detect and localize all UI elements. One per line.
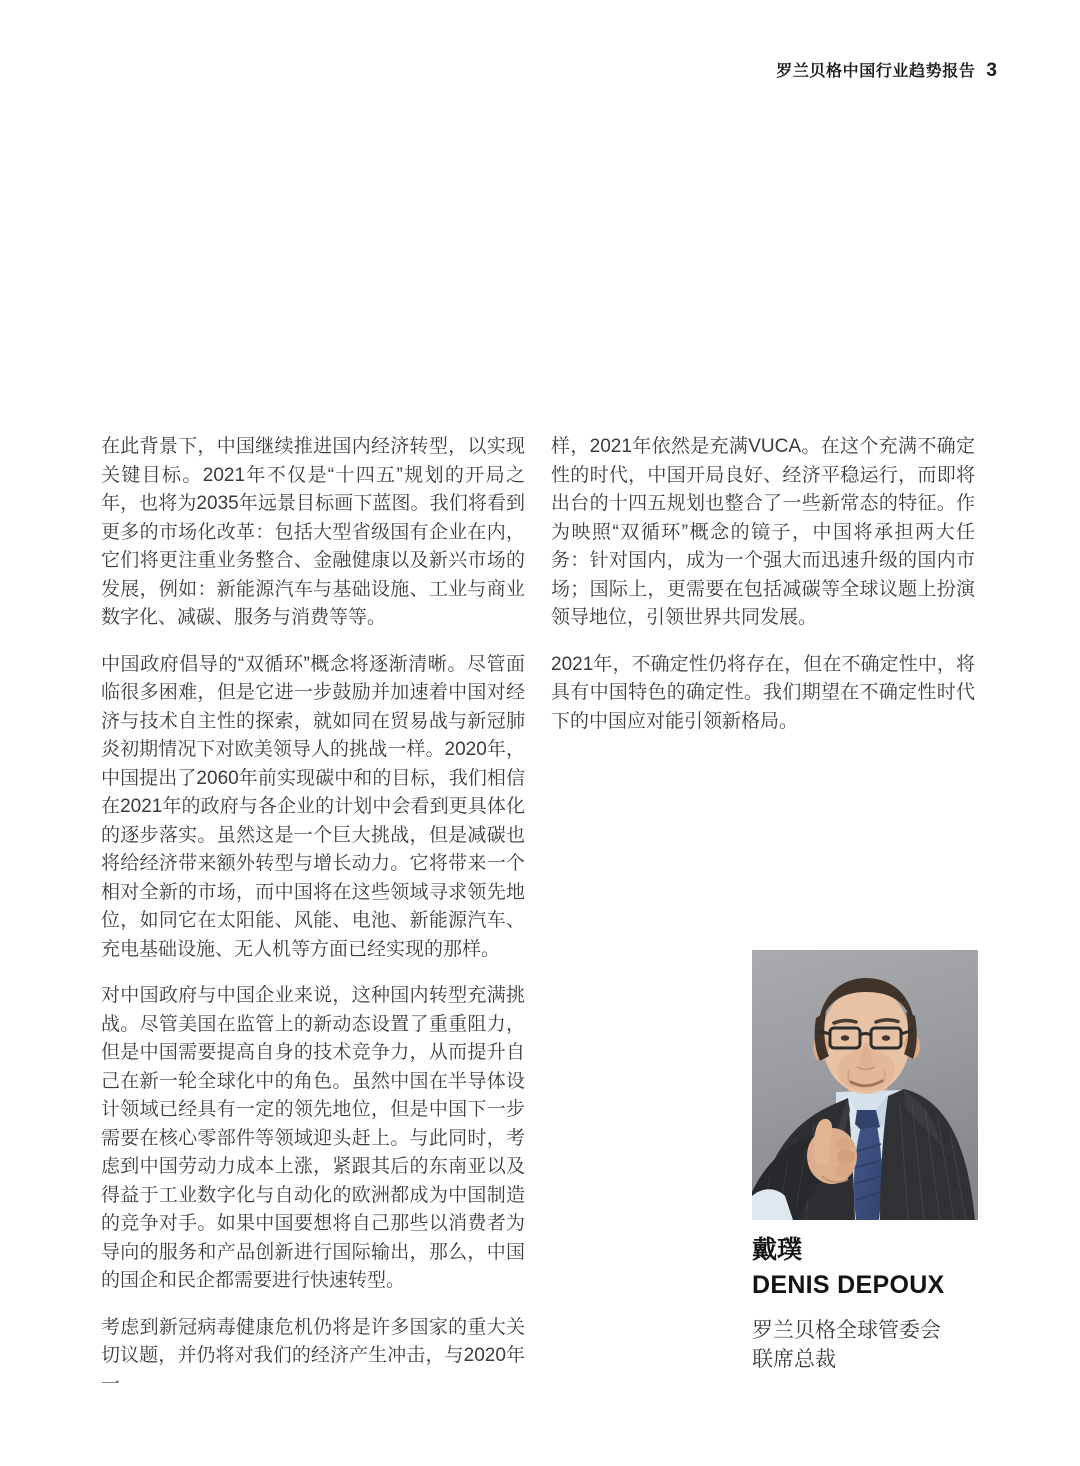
- profile-affiliation: [752, 1316, 978, 1374]
- paragraph-left-3: 对中国政府与中国企业来说，这种国内转型充满挑战。尽管美国在监管上的新动态设置了重重阻力，但是中国需要提高自身的技术竞争力，从而提升自己在新一轮全球化中的角色。虽然中国在半导体设计领域已经具有一定的领先地位，但是中国下一步需要在核心零部件等领域迎头赶上。与此同时，考虑到中国劳动力成本上涨，紧跟其后的东南亚以及得益于工业数字化与自动化的欧洲都成为中国制造的竞争对手。如果中国要想将自己那些以消费者为导向的服务和产品创新进行国际输出，那么，中国的国企和民企都需要进行快速转型。: [101, 985, 525, 1291]
- portrait-photo: [752, 950, 978, 1220]
- report-title: 罗兰贝格中国行业趋势报告: [776, 63, 976, 80]
- profile-title-line2: 联席总裁: [752, 1348, 836, 1371]
- paragraph-right-1: 样，2021年依然是充满VUCA。在这个充满不确定性的时代，中国开局良好、经济平稳运行，而即将出台的十四五规划也整合了一些新常态的特征。作为映照“双循环”概念的镜子，中国将承担两大任务：针对国内，成为一个强大而迅速升级的国内市场；国际上，更需要在包括减碳等全球议题上扮演领导地位，引领世界共同发展。: [551, 436, 975, 628]
- profile-name-cn: 戴璞: [752, 1236, 803, 1264]
- text-column-left: [101, 433, 525, 1399]
- paragraph-left-4: 考虑到新冠病毒健康危机仍将是许多国家的重大关切议题，并仍将对我们的经济产生冲击，与2020年一: [101, 1316, 525, 1395]
- paragraph-right-2: 2021年，不确定性仍将存在，但在不确定性中，将具有中国特色的确定性。我们期望在不确定性时代下的中国应对能引领新格局。: [551, 653, 975, 732]
- page-header: [776, 58, 997, 82]
- paragraph-left-2: 中国政府倡导的“双循环”概念将逐渐清晰。尽管面临很多困难，但是它进一步鼓励并加速着中国对经济与技术自主性的探索，就如同在贸易战与新冠肺炎初期情况下对欧美领导人的挑战一样。2020年，中国提出了2060年前实现碳中和的目标，我们相信在2021年的政府与各企业的计划中会看到更具体化的逐步落实。虽然这是一个巨大挑战，但是减碳也将给经济带来额外转型与增长动力。它将带来一个相对全新的市场，而中国将在这些领域寻求领先地位，如同它在太阳能、风能、电池、新能源汽车、充电基础设施、无人机等方面已经实现的那样。: [101, 653, 525, 960]
- profile-name-en: DENIS DEPOUX: [752, 1271, 945, 1299]
- profile-title-line1: 罗兰贝格全球管委会: [752, 1319, 941, 1342]
- author-profile: [752, 950, 978, 1374]
- portrait-illustration: [752, 950, 978, 1220]
- profile-caption: [752, 1233, 978, 1374]
- paragraph-left-1: 在此背景下，中国继续推进国内经济转型，以实现关键目标。2021年不仅是“十四五”规划的开局之年，也将为2035年远景目标画下蓝图。我们将看到更多的市场化改革：包括大型省级国有企业在内，它们将更注重业务整合、金融健康以及新兴市场的发展，例如：新能源汽车与基础设施、工业与商业数字化、减碳、服务与消费等等。: [101, 436, 525, 628]
- page-number: 3: [986, 60, 997, 81]
